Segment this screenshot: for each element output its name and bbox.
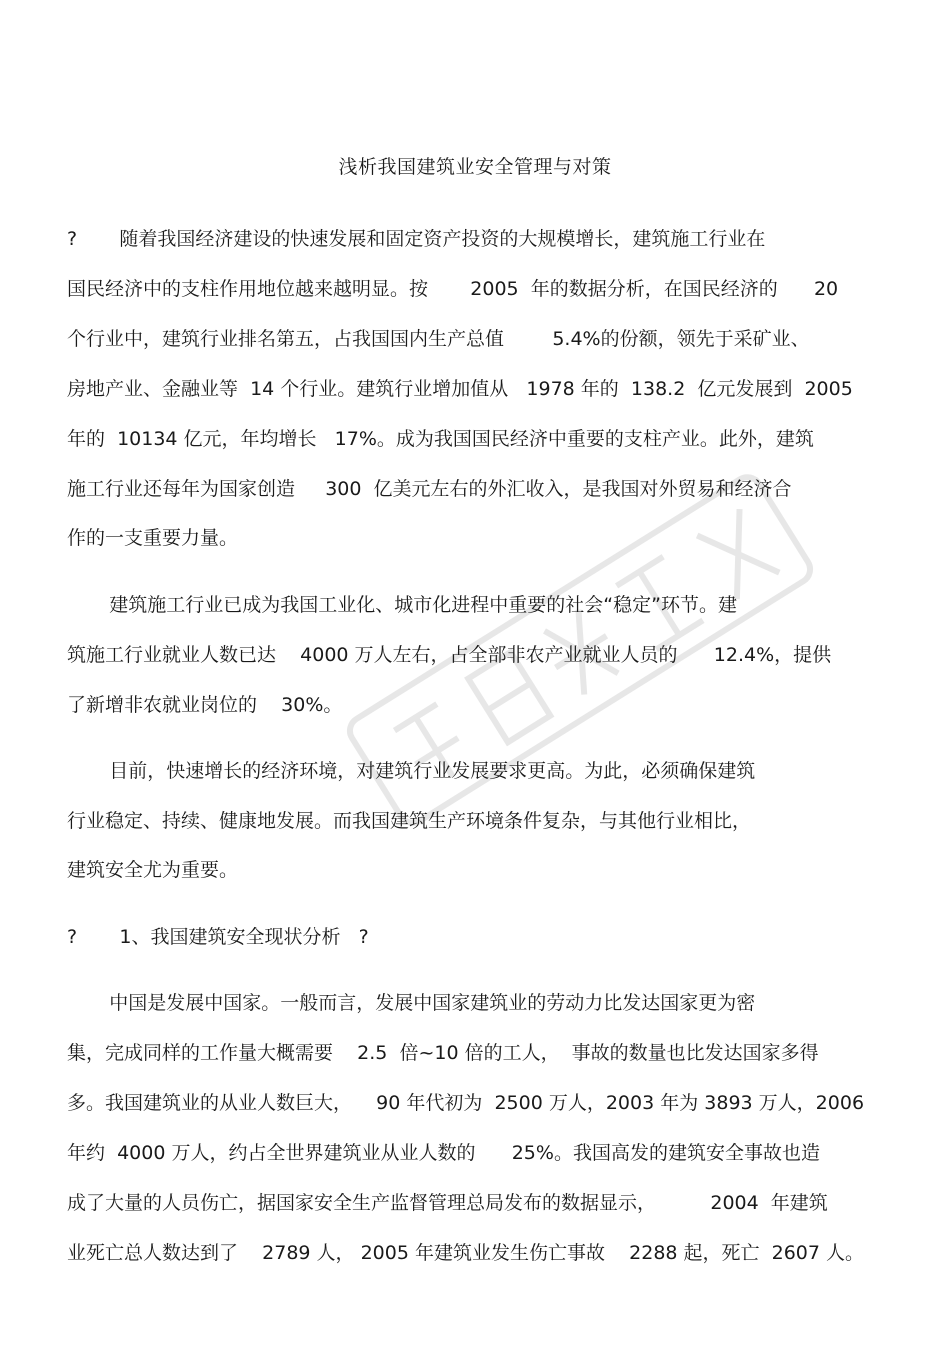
body-line-6: 施工行业还每年为国家创造 300 亿美元左右的外汇收入，是我国对外贸易和经济合 bbox=[67, 478, 792, 500]
body-line-20: 业死亡总人数达到了 2789 人， 2005 年建筑业发生伤亡事故 2288 起，死亡 2607 人。 bbox=[67, 1242, 865, 1264]
section-heading: ? 1、我国建筑安全现状分析 ? bbox=[67, 926, 369, 948]
body-line-17: 多。我国建筑业的从业人数巨大， 90 年代初为 2500 万人，2003 年为 3893 万人，2006 bbox=[67, 1092, 865, 1114]
body-line-16: 集，完成同样的工作量大概需要 2.5 倍~10 倍的工人， 事故的数量也比发达国家多得 bbox=[67, 1042, 819, 1064]
body-line-2: 国民经济中的支柱作用地位越来越明显。按 2005 年的数据分析，在国民经济的 20 bbox=[67, 278, 839, 300]
body-line-15: 中国是发展中国家。一般而言，发展中国家建筑业的劳动力比发达国家更为密 bbox=[67, 992, 756, 1014]
body-line-13: 建筑安全尤为重要。 bbox=[67, 859, 239, 881]
body-line-1: ? 随着我国经济建设的快速发展和固定资产投资的大规模增长，建筑施工行业在 bbox=[67, 228, 766, 250]
body-line-3: 个行业中，建筑行业排名第五，占我国国内生产总值 5.4%的份额，领先于采矿业、 bbox=[67, 328, 810, 350]
body-line-5: 年的 10134 亿元，年均增长 17%。成为我国国民经济中重要的支柱产业。此外，建筑 bbox=[67, 428, 814, 450]
body-line-10: 了新增非农就业岗位的 30%。 bbox=[67, 694, 343, 716]
body-line-12: 行业稳定、持续、健康地发展。而我国建筑生产环境条件复杂，与其他行业相比， bbox=[67, 810, 752, 832]
body-line-11: 目前，快速增长的经济环境，对建筑行业发展要求更高。为此，必须确保建筑 bbox=[67, 760, 756, 782]
body-line-9: 筑施工行业就业人数已达 4000 万人左右，占全部非农产业就业人员的 12.4%，提供 bbox=[67, 644, 832, 666]
body-line-7: 作的一支重要力量。 bbox=[67, 527, 239, 549]
body-line-4: 房地产业、金融业等 14 个行业。建筑行业增加值从 1978 年的 138.2 亿元发展到 2005 bbox=[67, 378, 853, 400]
document-title: 浅析我国建筑业安全管理与对策 bbox=[338, 156, 612, 178]
body-line-18: 年约 4000 万人，约占全世界建筑业从业人数的 25%。我国高发的建筑安全事故也造 bbox=[67, 1142, 820, 1164]
body-line-19: 成了大量的人员伤亡，据国家安全生产监督管理总局发布的数据显示， 2004 年建筑 bbox=[67, 1192, 828, 1214]
body-line-8: 建筑施工行业已成为我国工业化、城市化进程中重要的社会“稳定”环节。建 bbox=[67, 594, 737, 616]
